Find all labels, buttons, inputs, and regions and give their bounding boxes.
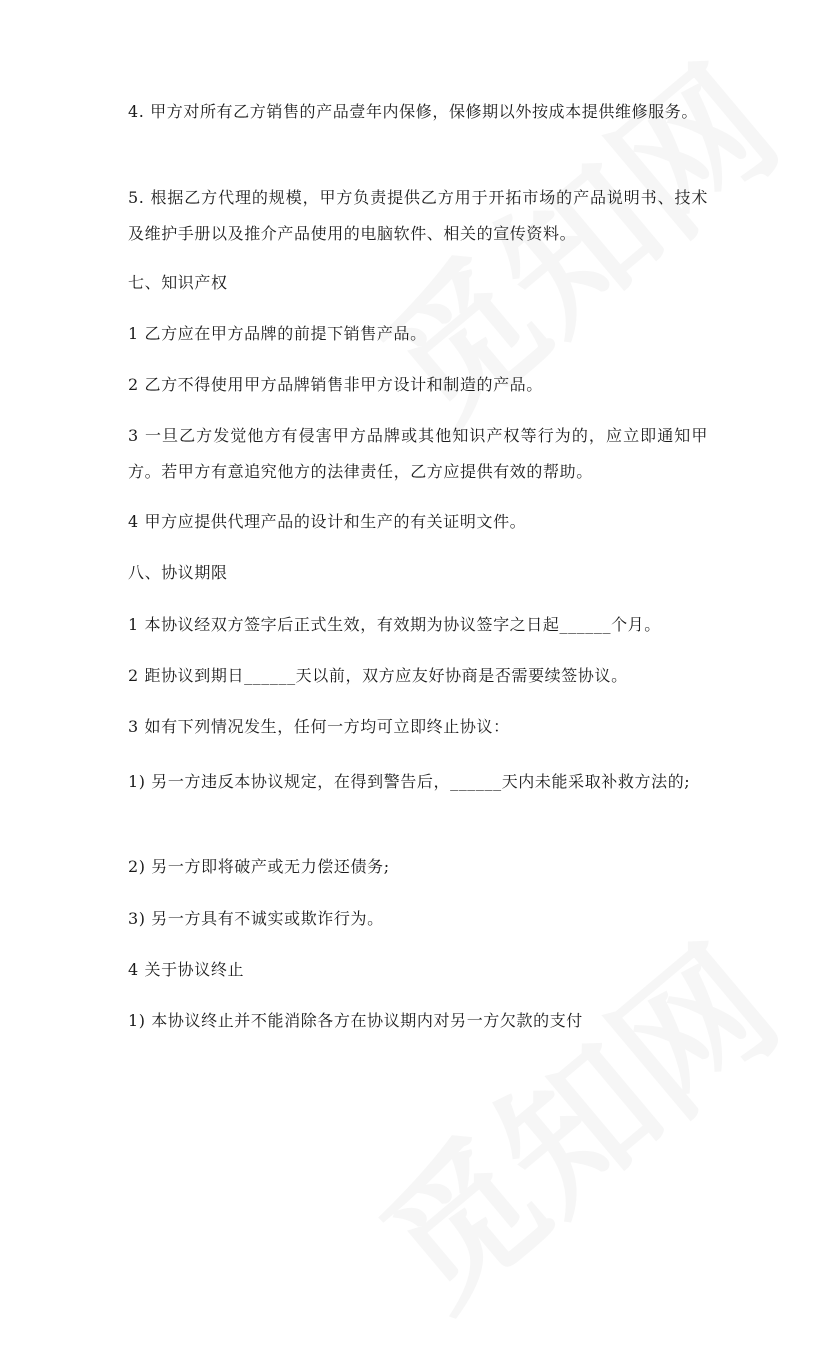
clause-8-3-item-2: 2) 另一方即将破产或无力偿还债务; (128, 857, 390, 876)
clause-6-4: 4. 甲方对所有乙方销售的产品壹年内保修，保修期以外按成本提供维修服务。 (128, 102, 698, 121)
section-heading-intellectual-property: 七、知识产权 (128, 273, 228, 292)
clause-7-1: 1 乙方应在甲方品牌的前提下销售产品。 (128, 324, 427, 343)
clause-7-3: 3 一旦乙方发觉他方有侵害甲方品牌或其他知识产权等行为的，应立即通知甲方。若甲方有意追究他方的法律责任，乙方应提供有效的帮助。 (128, 426, 708, 481)
clause-6-5: 5. 根据乙方代理的规模，甲方负责提供乙方用于开拓市场的产品说明书、技术及维护手册以及推介产品使用的电脑软件、相关的宣传资料。 (128, 188, 708, 243)
section-heading-agreement-term: 八、协议期限 (128, 563, 228, 582)
clause-8-3-item-1: 1) 另一方违反本协议规定，在得到警告后，______天内未能采取补救方法的; (128, 772, 691, 791)
clause-7-4: 4 甲方应提供代理产品的设计和生产的有关证明文件。 (128, 512, 527, 531)
clause-8-3-item-3: 3) 另一方具有不诚实或欺诈行为。 (128, 909, 384, 928)
clause-8-4-item-1: 1) 本协议终止并不能消除各方在协议期内对另一方欠款的支付 (128, 1011, 583, 1030)
clause-8-1: 1 本协议经双方签字后正式生效，有效期为协议签字之日起______个月。 (128, 615, 661, 634)
clause-8-4: 4 关于协议终止 (128, 960, 245, 979)
clause-8-2: 2 距协议到期日______天以前，双方应友好协商是否需要续签协议。 (128, 666, 628, 685)
clause-8-3: 3 如有下列情况发生，任何一方均可立即终止协议： (128, 717, 510, 736)
clause-7-2: 2 乙方不得使用甲方品牌销售非甲方设计和制造的产品。 (128, 375, 543, 394)
